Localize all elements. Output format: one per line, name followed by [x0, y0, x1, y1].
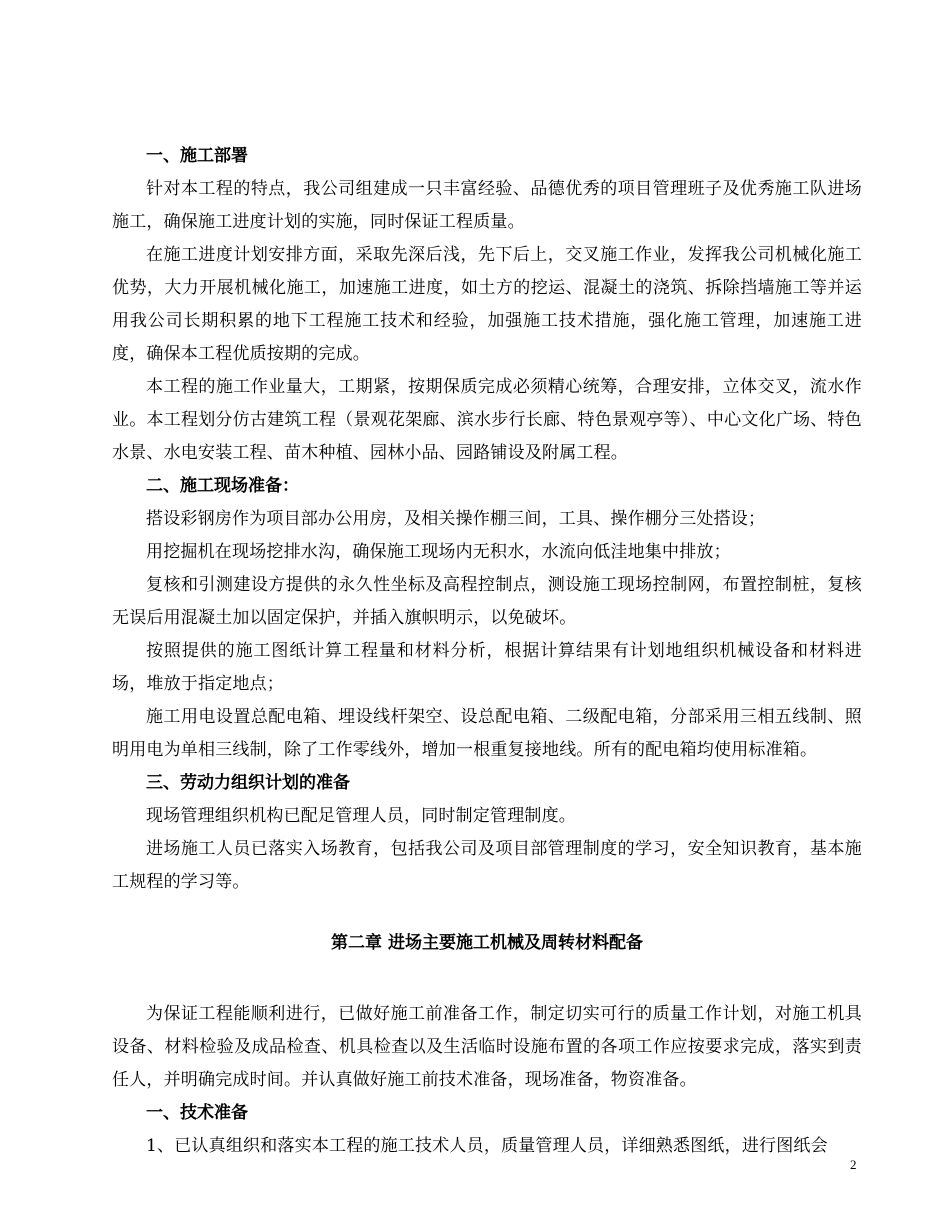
paragraph: 施工用电设置总配电箱、埋设线杆架空、设总配电箱、二级配电箱，分部采用三相五线制、照明用电为单相三线制，除了工作零线外，增加一根重复接地线。所有的配电箱均使用标准箱。 — [112, 707, 862, 760]
paragraph: 用挖掘机在现场挖排水沟，确保施工现场内无积水，水流向低洼地集中排放； — [146, 542, 731, 562]
section-heading-technical-preparation: 一、技术准备 — [146, 1103, 248, 1123]
paragraph: 复核和引测建设方提供的永久性坐标及高程控制点，测设施工现场控制网，布置控制桩，复核无误后用混凝土加以固定保护，并插入旗帜明示，以免破坏。 — [112, 575, 862, 628]
paragraph: 本工程的施工作业量大，工期紧，按期保质完成必须精心统筹，合理安排，立体交叉，流水作业。本工程划分仿古建筑工程（景观花架廊、滨水步行长廊、特色景观亭等）、中心文化广场、特色水景、水电安装工程、苗木种植、园林小品、园路铺设及附属工程。 — [112, 377, 862, 463]
paragraph: 按照提供的施工图纸计算工程量和材料分析，根据计算结果有计划地组织机械设备和材料进场，堆放于指定地点； — [112, 641, 862, 694]
page-number: 2 — [850, 1157, 857, 1172]
document-body — [112, 140, 862, 1163]
section-heading-labor-plan: 三、劳动力组织计划的准备 — [146, 773, 350, 793]
paragraph: 搭设彩钢房作为项目部办公用房，及相关操作棚三间，工具、操作棚分三处搭设； — [146, 509, 766, 529]
paragraph: 现场管理组织机构已配足管理人员，同时制定管理制度。 — [146, 806, 576, 826]
paragraph: 针对本工程的特点，我公司组建成一只丰富经验、品德优秀的项目管理班子及优秀施工队进场施工，确保施工进度计划的实施，同时保证工程质量。 — [112, 179, 862, 232]
paragraph: 在施工进度计划安排方面，采取先深后浅，先下后上，交叉施工作业，发挥我公司机械化施工优势，大力开展机械化施工，加速施工进度，如土方的挖运、混凝土的浇筑、拆除挡墙施工等并运用我公司长期积累的地下工程施工技术和经验，加强施工技术措施，强化施工管理，加速施工进度，确保本工程优质按期的完成。 — [112, 245, 862, 364]
paragraph: 1、已认真组织和落实本工程的施工技术人员，质量管理人员，详细熟悉图纸，进行图纸会 — [146, 1136, 828, 1156]
chapter-title: 第二章 进场主要施工机械及周转材料配备 — [331, 933, 643, 953]
paragraph: 为保证工程能顺利进行，已做好施工前准备工作，制定切实可行的质量工作计划，对施工机具设备、材料检验及成品检查、机具检查以及生活临时设施布置的各项工作应按要求完成，落实到责任人，并明确完成时间。并认真做好施工前技术准备，现场准备，物资准备。 — [112, 1004, 862, 1090]
paragraph: 进场施工人员已落实入场教育，包括我公司及项目部管理制度的学习，安全知识教育，基本施工规程的学习等。 — [112, 839, 862, 892]
section-heading-deployment: 一、施工部署 — [146, 146, 248, 166]
section-heading-site-preparation: 二、施工现场准备： — [146, 476, 299, 496]
